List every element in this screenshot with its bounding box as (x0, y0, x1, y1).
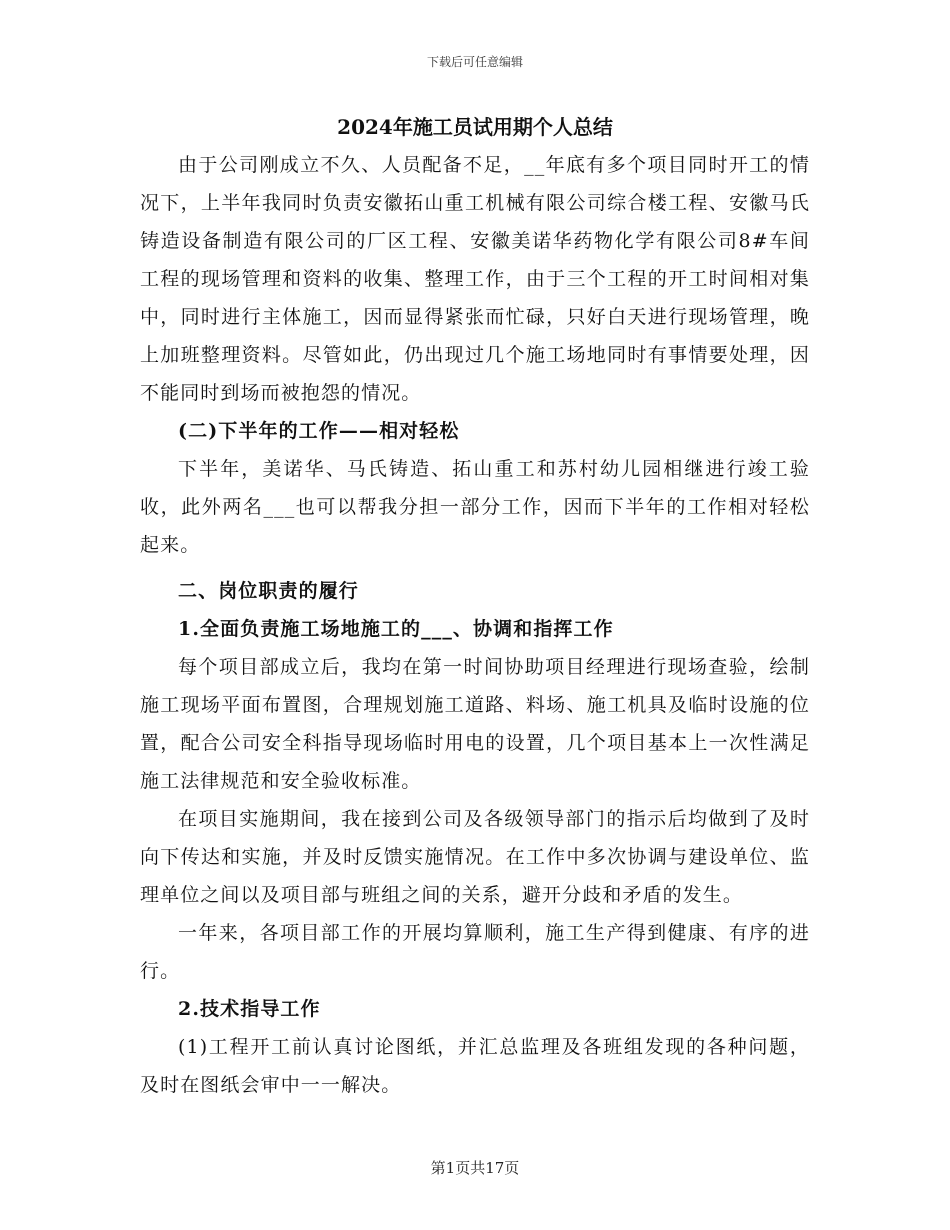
subheading-site-management: 1.全面负责施工场地施工的___、协调和指挥工作 (178, 618, 614, 640)
section-heading-second-half: (二)下半年的工作——相对轻松 (178, 420, 460, 442)
document-body (140, 112, 810, 1104)
document-title: 2024年施工员试用期个人总结 (337, 115, 613, 139)
section-heading-duties: 二、岗位职责的履行 (178, 580, 359, 602)
paragraph-drawing-review: (1)工程开工前认真讨论图纸，并汇总监理及各班组发现的各种问题，及时在图纸会审中一一解决。 (140, 1036, 810, 1096)
subheading-technical-guidance: 2.技术指导工作 (178, 998, 321, 1020)
paragraph-intro: 由于公司刚成立不久、人员配备不足，__年底有多个项目同时开工的情况下，上半年我同时负责安徽拓山重工机械有限公司综合楼工程、安徽马氏铸造设备制造有限公司的厂区工程、安徽美诺华药物化学有限公司8#车间工程的现场管理和资料的收集、整理工作，由于三个工程的开工时间相对集中，同时进行主体施工，因而显得紧张而忙碌，只好白天进行现场管理，晚上加班整理资料。尽管如此，仍出现过几个施工场地同时有事情要处理，因不能同时到场而被抱怨的情况。 (140, 154, 810, 404)
paragraph-implementation: 在项目实施期间，我在接到公司及各级领导部门的指示后均做到了及时向下传达和实施，并及时反馈实施情况。在工作中多次协调与建设单位、监理单位之间以及项目部与班组之间的关系，避开分歧和矛盾的发生。 (140, 808, 810, 906)
page-number: 第1页共17页 (430, 1159, 520, 1177)
page-header-note: 下载后可任意编辑 (426, 55, 523, 69)
paragraph-year-summary: 一年来，各项目部工作的开展均算顺利，施工生产得到健康、有序的进行。 (140, 922, 810, 982)
paragraph-second-half: 下半年，美诺华、马氏铸造、拓山重工和苏村幼儿园相继进行竣工验收，此外两名___也可以帮我分担一部分工作，因而下半年的工作相对轻松起来。 (140, 458, 810, 556)
paragraph-project-setup: 每个项目部成立后，我均在第一时间协助项目经理进行现场查验，绘制施工现场平面布置图，合理规划施工道路、料场、施工机具及临时设施的位置，配合公司安全科指导现场临时用电的设置，几个项目基本上一次性满足施工法律规范和安全验收标准。 (140, 656, 810, 792)
